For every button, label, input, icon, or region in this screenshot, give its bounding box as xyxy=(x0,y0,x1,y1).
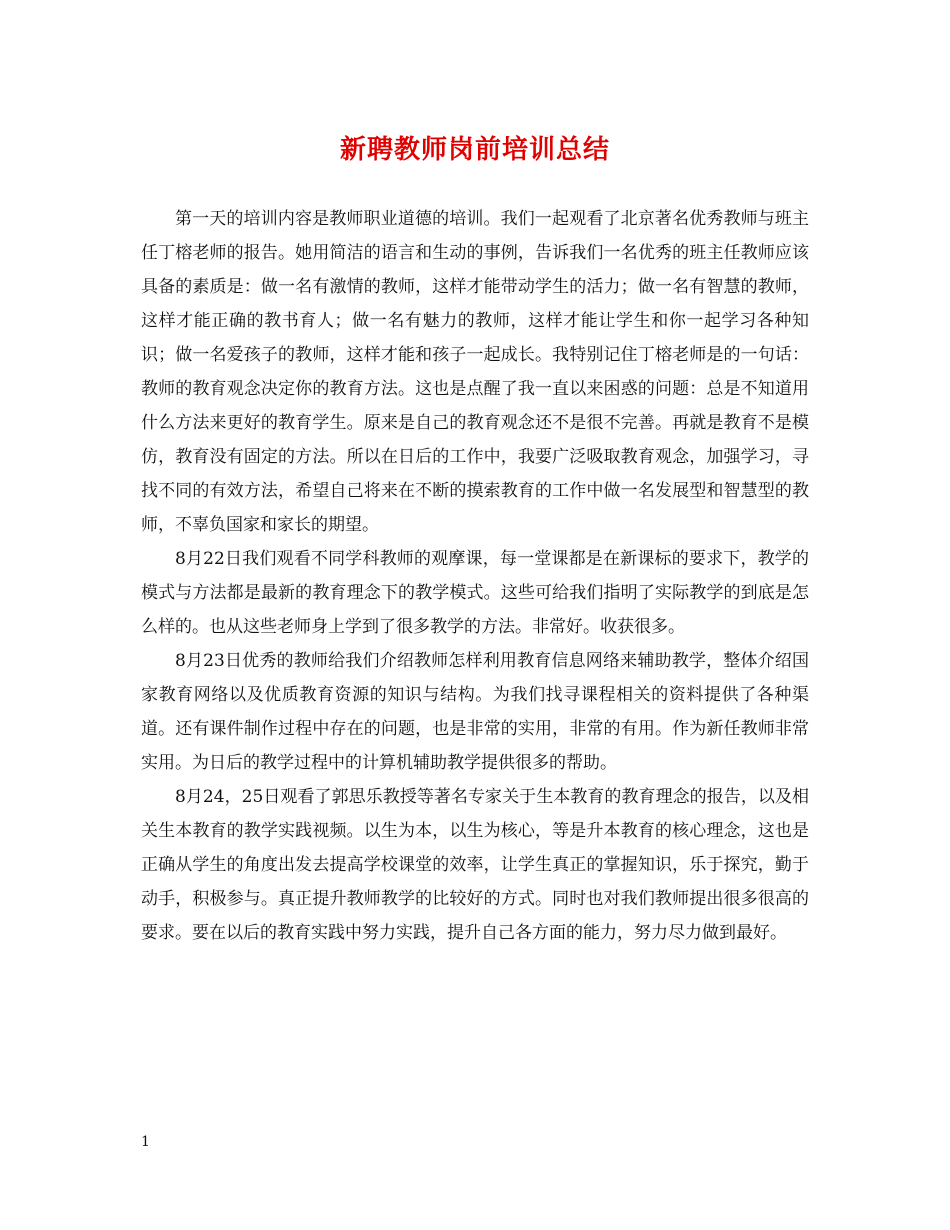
document-title: 新聘教师岗前培训总结 xyxy=(339,135,610,165)
document-body xyxy=(141,202,809,950)
paragraph-aug-24-25: 8月24，25日观看了郭思乐教授等著名专家关于生本教育的教育理念的报告，以及相关生本教育的教学实践视频。以生为本，以生为核心，等是升本教育的核心理念，这也是正确从学生的角度出发去提高学校课堂的效率，让学生真正的掌握知识，乐于探究，勤于动手，积极参与。真正提升教师教学的比较好的方式。同时也对我们教师提出很多很高的要求。要在以后的教育实践中努力实践，提升自己各方面的能力，努力尽力做到最好。 xyxy=(141,787,809,943)
paragraph-aug-23: 8月23日优秀的教师给我们介绍教师怎样利用教育信息网络来辅助教学，整体介绍国家教育网络以及优质教育资源的知识与结构。为我们找寻课程相关的资料提供了各种渠道。还有课件制作过程中存在的问题，也是非常的实用，非常的有用。作为新任教师非常实用。为日后的教学过程中的计算机辅助教学提供很多的帮助。 xyxy=(141,651,809,773)
page-number: 1 xyxy=(141,1134,150,1150)
paragraph-aug-22: 8月22日我们观看不同学科教师的观摩课，每一堂课都是在新课标的要求下，教学的模式与方法都是最新的教育理念下的教学模式。这些可给我们指明了实际教学的到底是怎么样的。也从这些老师身上学到了很多教学的方法。非常好。收获很多。 xyxy=(141,549,809,637)
paragraph-day-one: 第一天的培训内容是教师职业道德的培训。我们一起观看了北京著名优秀教师与班主任丁榕老师的报告。她用简洁的语言和生动的事例，告诉我们一名优秀的班主任教师应该具备的素质是：做一名有激情的教师，这样才能带动学生的活力；做一名有智慧的教师，这样才能正确的教书育人；做一名有魅力的教师，这样才能让学生和你一起学习各种知识；做一名爱孩子的教师，这样才能和孩子一起成长。我特别记住丁榕老师是的一句话：教师的教育观念决定你的教育方法。这也是点醒了我一直以来困惑的问题：总是不知道用什么方法来更好的教育学生。原来是自己的教育观念还不是很不完善。再就是教育不是模仿，教育没有固定的方法。所以在日后的工作中，我要广泛吸取教育观念，加强学习，寻找不同的有效方法，希望自己将来在不断的摸索教育的工作中做一名发展型和智慧型的教师，不辜负国家和家长的期望。 xyxy=(141,209,809,535)
